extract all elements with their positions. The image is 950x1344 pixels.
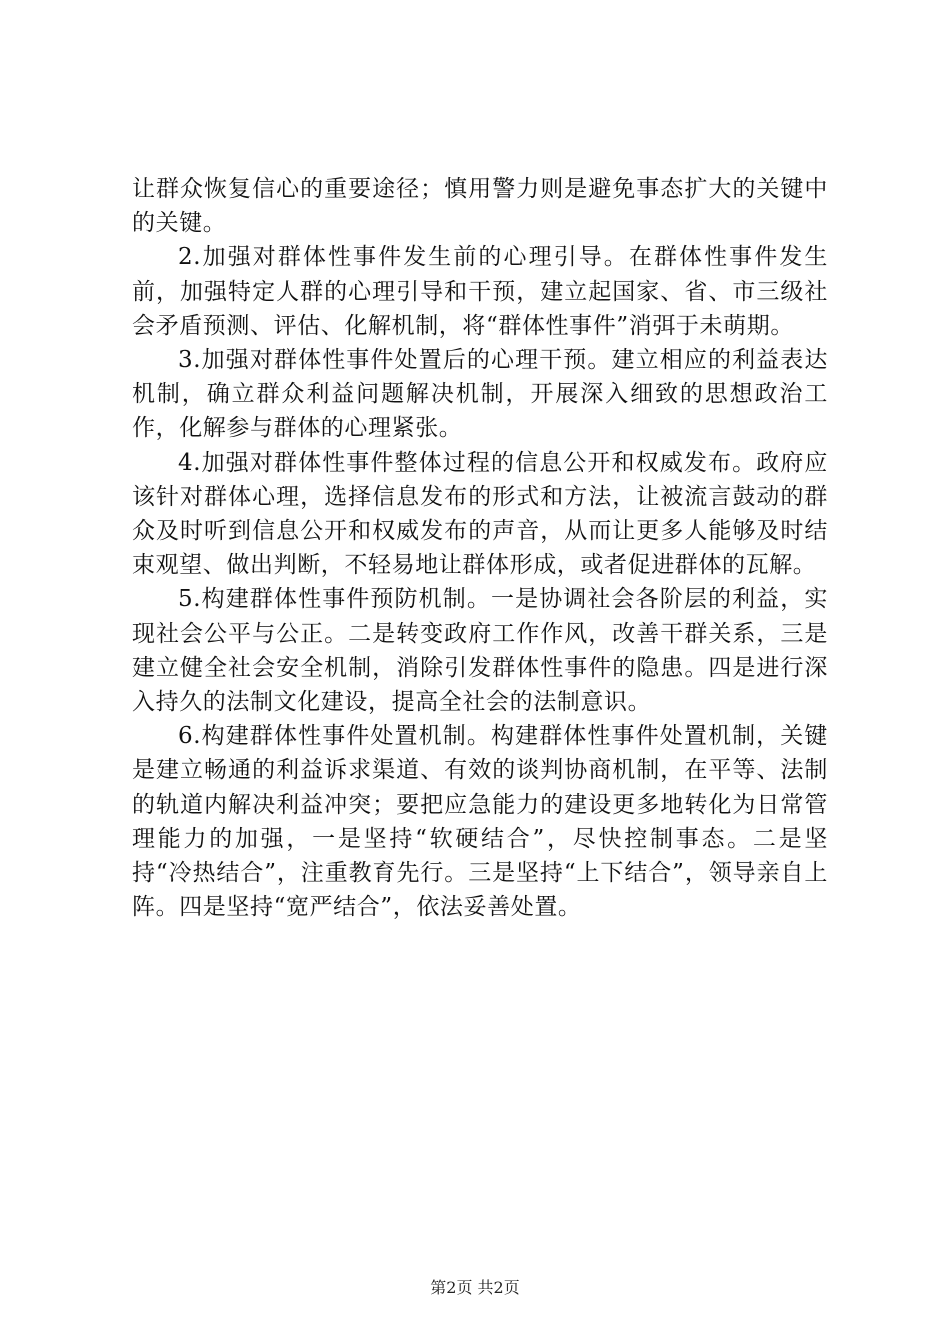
page-number-label: 第2页 共2页 [430, 1278, 520, 1297]
paragraph-item-4: 4.加强对群体性事件整体过程的信息公开和权威发布。政府应该针对群体心理，选择信息发布的形式和方法，让被流言鼓动的群众及时听到信息公开和权威发布的声音，从而让更多人能够及时结束观望、做出判断，不轻易地让群体形成，或者促进群体的瓦解。 [132, 449, 828, 579]
page-footer [0, 1278, 950, 1298]
paragraph-item-5: 5.构建群体性事件预防机制。一是协调社会各阶层的利益，实现社会公平与公正。二是转变政府工作作风，改善干群关系，三是建立健全社会安全机制，消除引发群体性事件的隐患。四是进行深入持久的法制文化建设，提高全社会的法制意识。 [132, 586, 828, 716]
document-body [132, 172, 828, 924]
paragraph-item-2: 2.加强对群体性事件发生前的心理引导。在群体性事件发生前，加强特定人群的心理引导和干预，建立起国家、省、市三级社会矛盾预测、评估、化解机制，将“群体性事件”消弭于未萌期。 [132, 244, 828, 339]
paragraph-item-6: 6.构建群体性事件处置机制。构建群体性事件处置机制，关键是建立畅通的利益诉求渠道、有效的谈判协商机制，在平等、法制的轨道内解决利益冲突；要把应急能力的建设更多地转化为日常管理能力的加强，一是坚持“软硬结合”，尽快控制事态。二是坚持“冷热结合”，注重教育先行。三是坚持“上下结合”，领导亲自上阵。四是坚持“宽严结合”，依法妥善处置。 [132, 723, 828, 921]
paragraph-continuation: 让群众恢复信心的重要途径；慎用警力则是避免事态扩大的关键中的关键。 [132, 176, 828, 237]
paragraph-item-3: 3.加强对群体性事件处置后的心理干预。建立相应的利益表达机制，确立群众利益问题解决机制，开展深入细致的思想政治工作，化解参与群体的心理紧张。 [132, 347, 828, 442]
